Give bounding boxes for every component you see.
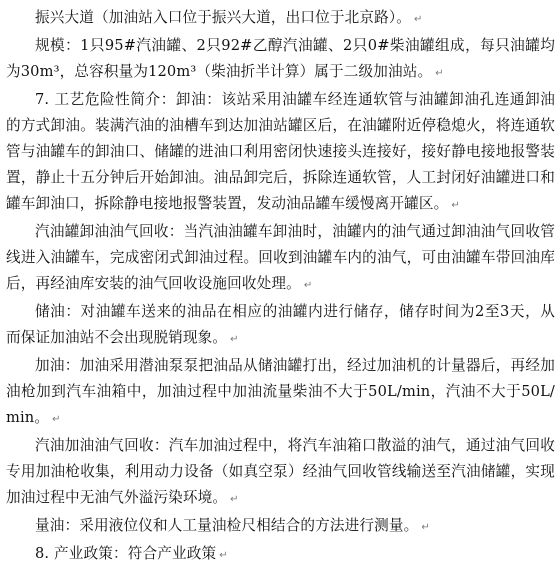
paragraph-mark-icon: ↵ [230, 494, 239, 505]
paragraph-mark-icon: ↵ [421, 522, 430, 533]
paragraph-mark-icon: ↵ [52, 414, 61, 425]
paragraph-scale: 规模：1只95#汽油罐、2只92#乙醇汽油罐、2只0#柴油罐组成，每只油罐均为30m³，总容积量为120m³（柴油折半计算）属于二级加油站。 ↵ [6, 37, 555, 80]
paragraph-refueling: 加油：加油采用潜油泵泵把油品从储油罐打出，经过加油机的计量器后，再经加油枪加到汽车油箱中，加油过程中加油流量柴油不大于50L/min，汽油不大于50L/min。 ↵ [6, 357, 555, 426]
paragraph-mark-icon: ↵ [230, 334, 239, 345]
paragraph-process-hazard-unloading: 7. 工艺危险性简介：卸油：该站采用油罐车经连通软管与油罐卸油孔连通卸油的方式卸油。装满汽油的油槽车到达加油站罐区后，在油罐附近停稳熄火，将连通软管与油罐车的卸油口、储罐的进油口利用密闭快速接头连接好，接好静电接地报警装置，静止十五分钟后开始卸油。油品卸完后，拆除连通软管，人工封闭好油罐进口和罐车卸油口，拆除静电接地报警装置，发动油品罐车缓慢离开罐区。 ↵ [6, 91, 555, 212]
paragraph-mark-icon: ↵ [219, 550, 228, 561]
paragraph-access-road: 振兴大道（加油站入口位于振兴大道，出口位于北京路）。 ↵ [35, 9, 423, 26]
paragraph-measurement: 量油：采用液位仪和人工量油检尺相结合的方法进行测量。 ↵ [35, 517, 430, 534]
paragraph-mark-icon: ↵ [303, 280, 313, 291]
paragraph-unloading-vapor-recovery: 汽油罐卸油油气回收：当汽油油罐车卸油时，油罐内的油气通过卸油油气回收管线进入油罐车，完成密闭式卸油过程。回收到油罐车内的油气，可由油罐车带回油库后，再经油库安装的油气回收设施回收处理。 ↵ [6, 223, 555, 292]
paragraph-mark-icon: ↵ [435, 68, 444, 79]
paragraph-mark-icon: ↵ [414, 14, 423, 25]
paragraph-industrial-policy: 8. 产业政策：符合产业政策 ↵ [35, 545, 228, 562]
paragraph-storage: 储油：对油罐车送来的油品在相应的油罐内进行储存，储存时间为2至3天，从而保证加油站不会出现脱销现象。 ↵ [6, 303, 555, 346]
paragraph-mark-icon: ↵ [451, 200, 460, 211]
paragraph-refueling-vapor-recovery: 汽油加油油气回收：汽车加油过程中，将汽车油箱口散溢的油气，通过油气回收专用加油枪收集，利用动力设备（如真空泵）经油气回收管线输送至汽油储罐，实现加油过程中无油气外溢污染环境。 ↵ [6, 437, 555, 506]
